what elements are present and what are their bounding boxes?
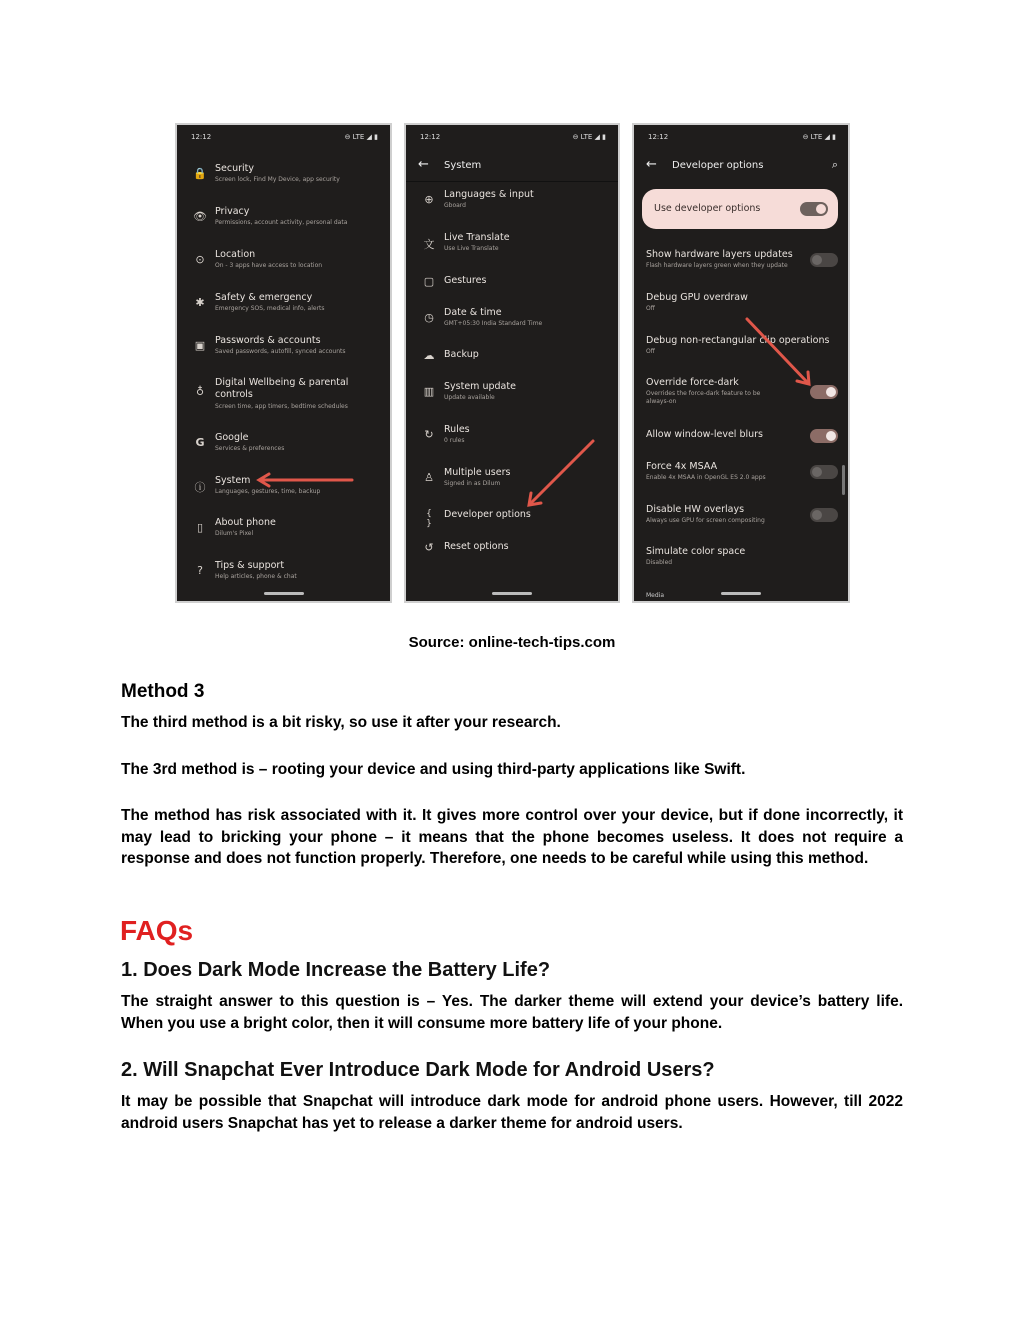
- method-3-paragraph-3: The method has risk associated with it. It gives more control over your device, but if done incorrectly, it may lead to bricking your phone – it means that the phone becomes useless. It does not require a response and does not function properly. Therefore, one needs to be careful while using this method.: [121, 807, 903, 867]
- location-pin-icon: ⊙: [195, 253, 205, 266]
- item-title: Multiple users: [444, 467, 511, 478]
- faqs-heading: FAQs: [120, 915, 194, 946]
- item-subtitle: GMT+05:30 India Standard Time: [444, 320, 543, 327]
- status-time: 12:12: [648, 133, 669, 141]
- item-subtitle: Enable 4x MSAA in OpenGL ES 2.0 apps: [646, 474, 766, 481]
- item-title-line2: controls: [215, 389, 253, 400]
- method-3-paragraph-1: The third method is a bit risky, so use it after your research.: [121, 714, 561, 731]
- status-time: 12:12: [191, 133, 212, 141]
- asterisk-icon: ✱: [195, 296, 205, 309]
- item-title: Show hardware layers updates: [646, 249, 793, 260]
- item-title: System update: [444, 381, 516, 392]
- arrow-shaft: [747, 319, 807, 382]
- account-card-icon: ▣: [194, 339, 206, 352]
- signal-battery-icon: ⊖ LTE ◢ ▮: [802, 133, 836, 141]
- item-subtitle: Use Live Translate: [444, 245, 499, 252]
- item-title: Tips & support: [215, 560, 285, 571]
- help-circle-icon: ?: [197, 564, 203, 577]
- media-section-label: Media: [646, 592, 665, 599]
- braces-icon: { }: [426, 509, 432, 529]
- item-title: Debug non-rectangular clip operations: [646, 335, 830, 346]
- item-title: Live Translate: [444, 232, 510, 243]
- item-subtitle: On - 3 apps have access to location: [215, 262, 323, 269]
- screen-title: System: [444, 160, 482, 171]
- method-3-heading: Method 3: [121, 681, 205, 702]
- item-subtitle: Emergency SOS, medical info, alerts: [215, 305, 325, 312]
- item-subtitle: Update available: [444, 394, 495, 401]
- item-subtitle: Dilum's Pixel: [215, 530, 254, 537]
- arrow-to-system: [259, 474, 352, 486]
- item-subtitle: 0 rules: [444, 437, 465, 444]
- item-subtitle: Help articles, phone & chat: [215, 573, 297, 580]
- wellbeing-icon: ♁: [195, 385, 205, 398]
- search-icon[interactable]: ⌕: [831, 158, 838, 171]
- signal-battery-icon: ⊖ LTE ◢ ▮: [344, 133, 378, 141]
- arrow-to-override-force-dark: [747, 319, 809, 384]
- item-title: Privacy: [215, 206, 250, 217]
- globe-icon: ⊕: [424, 193, 434, 206]
- clock-icon: ◷: [424, 311, 434, 324]
- gestures-icon: ▢: [423, 275, 435, 288]
- item-subtitle: Screen lock, Find My Device, app security: [215, 176, 340, 183]
- item-title: Disable HW overlays: [646, 504, 745, 515]
- item-subtitle: Languages, gestures, time, backup: [215, 488, 321, 495]
- use-developer-options-label: Use developer options: [654, 203, 761, 214]
- faq-question-2: 2. Will Snapchat Ever Introduce Dark Mode for Android Users?: [121, 1059, 715, 1081]
- item-title: Digital Wellbeing & parental: [215, 377, 349, 388]
- item-subtitle: Gboard: [444, 202, 466, 209]
- item-title: Developer options: [444, 509, 531, 520]
- translate-icon: 文: [423, 238, 435, 251]
- signal-battery-icon: ⊖ LTE ◢ ▮: [572, 133, 606, 141]
- rules-icon: ↻: [424, 428, 434, 441]
- item-subtitle: Flash hardware layers green when they update: [646, 262, 788, 269]
- google-g-icon: G: [195, 436, 205, 449]
- info-circle-icon: ⓘ: [194, 481, 206, 494]
- item-title: Allow window-level blurs: [646, 429, 764, 440]
- item-title: Passwords & accounts: [215, 335, 321, 346]
- item-title: Date & time: [444, 307, 502, 318]
- annotation-arrows: [175, 123, 850, 603]
- item-title: Security: [215, 163, 255, 174]
- item-title: Backup: [444, 349, 479, 360]
- screen-title: Developer options: [672, 160, 764, 171]
- item-title: Google: [215, 432, 249, 443]
- item-subtitle: Overrides the force-dark feature to be: [646, 390, 761, 397]
- back-arrow-icon[interactable]: ←: [418, 157, 429, 172]
- item-subtitle: Services & preferences: [215, 445, 285, 452]
- arrow-shaft: [531, 441, 593, 503]
- back-arrow-icon[interactable]: ←: [646, 157, 657, 172]
- item-title: Safety & emergency: [215, 292, 313, 303]
- cloud-backup-icon: ☁: [423, 349, 435, 362]
- item-subtitle: Off: [646, 305, 655, 312]
- figure-caption: Source: online-tech-tips.com: [408, 634, 616, 651]
- faq-question-1: 1. Does Dark Mode Increase the Battery Life?: [121, 959, 551, 981]
- item-title: Reset options: [444, 541, 509, 552]
- item-subtitle: Disabled: [646, 559, 673, 566]
- item-title: Languages & input: [444, 189, 534, 200]
- item-title: Debug GPU overdraw: [646, 292, 748, 303]
- item-title: Override force-dark: [646, 377, 739, 388]
- history-icon: ↺: [424, 541, 434, 554]
- status-time: 12:12: [420, 133, 441, 141]
- item-title: Location: [215, 249, 256, 260]
- method-3-paragraph-2: The 3rd method is – rooting your device and using third-party applications like Swift.: [121, 761, 746, 778]
- item-title: Simulate color space: [646, 546, 746, 557]
- item-subtitle: Saved passwords, autofill, synced accounts: [215, 348, 346, 355]
- item-subtitle: Signed in as Dilum: [444, 480, 501, 487]
- item-title: About phone: [215, 517, 276, 528]
- item-subtitle: Always use GPU for screen compositing: [646, 517, 765, 524]
- item-subtitle: Screen time, app timers, bedtime schedules: [215, 403, 348, 410]
- item-title: Force 4x MSAA: [646, 461, 718, 472]
- item-subtitle: Permissions, account activity, personal data: [215, 219, 348, 226]
- item-title: System: [215, 475, 251, 486]
- item-subtitle-line2: always-on: [646, 398, 677, 405]
- phone-icon: ▯: [196, 521, 204, 534]
- item-title: Rules: [444, 424, 470, 435]
- privacy-eye-icon: 👁: [193, 210, 207, 223]
- system-update-icon: ▥: [423, 385, 435, 398]
- faq-answer-1: The straight answer to this question is – Yes. The darker theme will extend your device’s battery life. When you use a bright color, then it will consume more battery life of your phone.: [121, 993, 903, 1032]
- faq-answer-2: It may be possible that Snapchat will introduce dark mode for android phone users. However, till 2022 android users Snapchat has yet to release a darker theme for android users.: [121, 1093, 903, 1132]
- lock-icon: 🔒: [193, 167, 207, 180]
- settings-screenshots-figure: [175, 123, 850, 603]
- item-subtitle: Off: [646, 348, 655, 355]
- person-icon: ♙: [424, 471, 434, 484]
- arrow-to-developer-options: [529, 441, 593, 505]
- item-title: Gestures: [444, 275, 487, 286]
